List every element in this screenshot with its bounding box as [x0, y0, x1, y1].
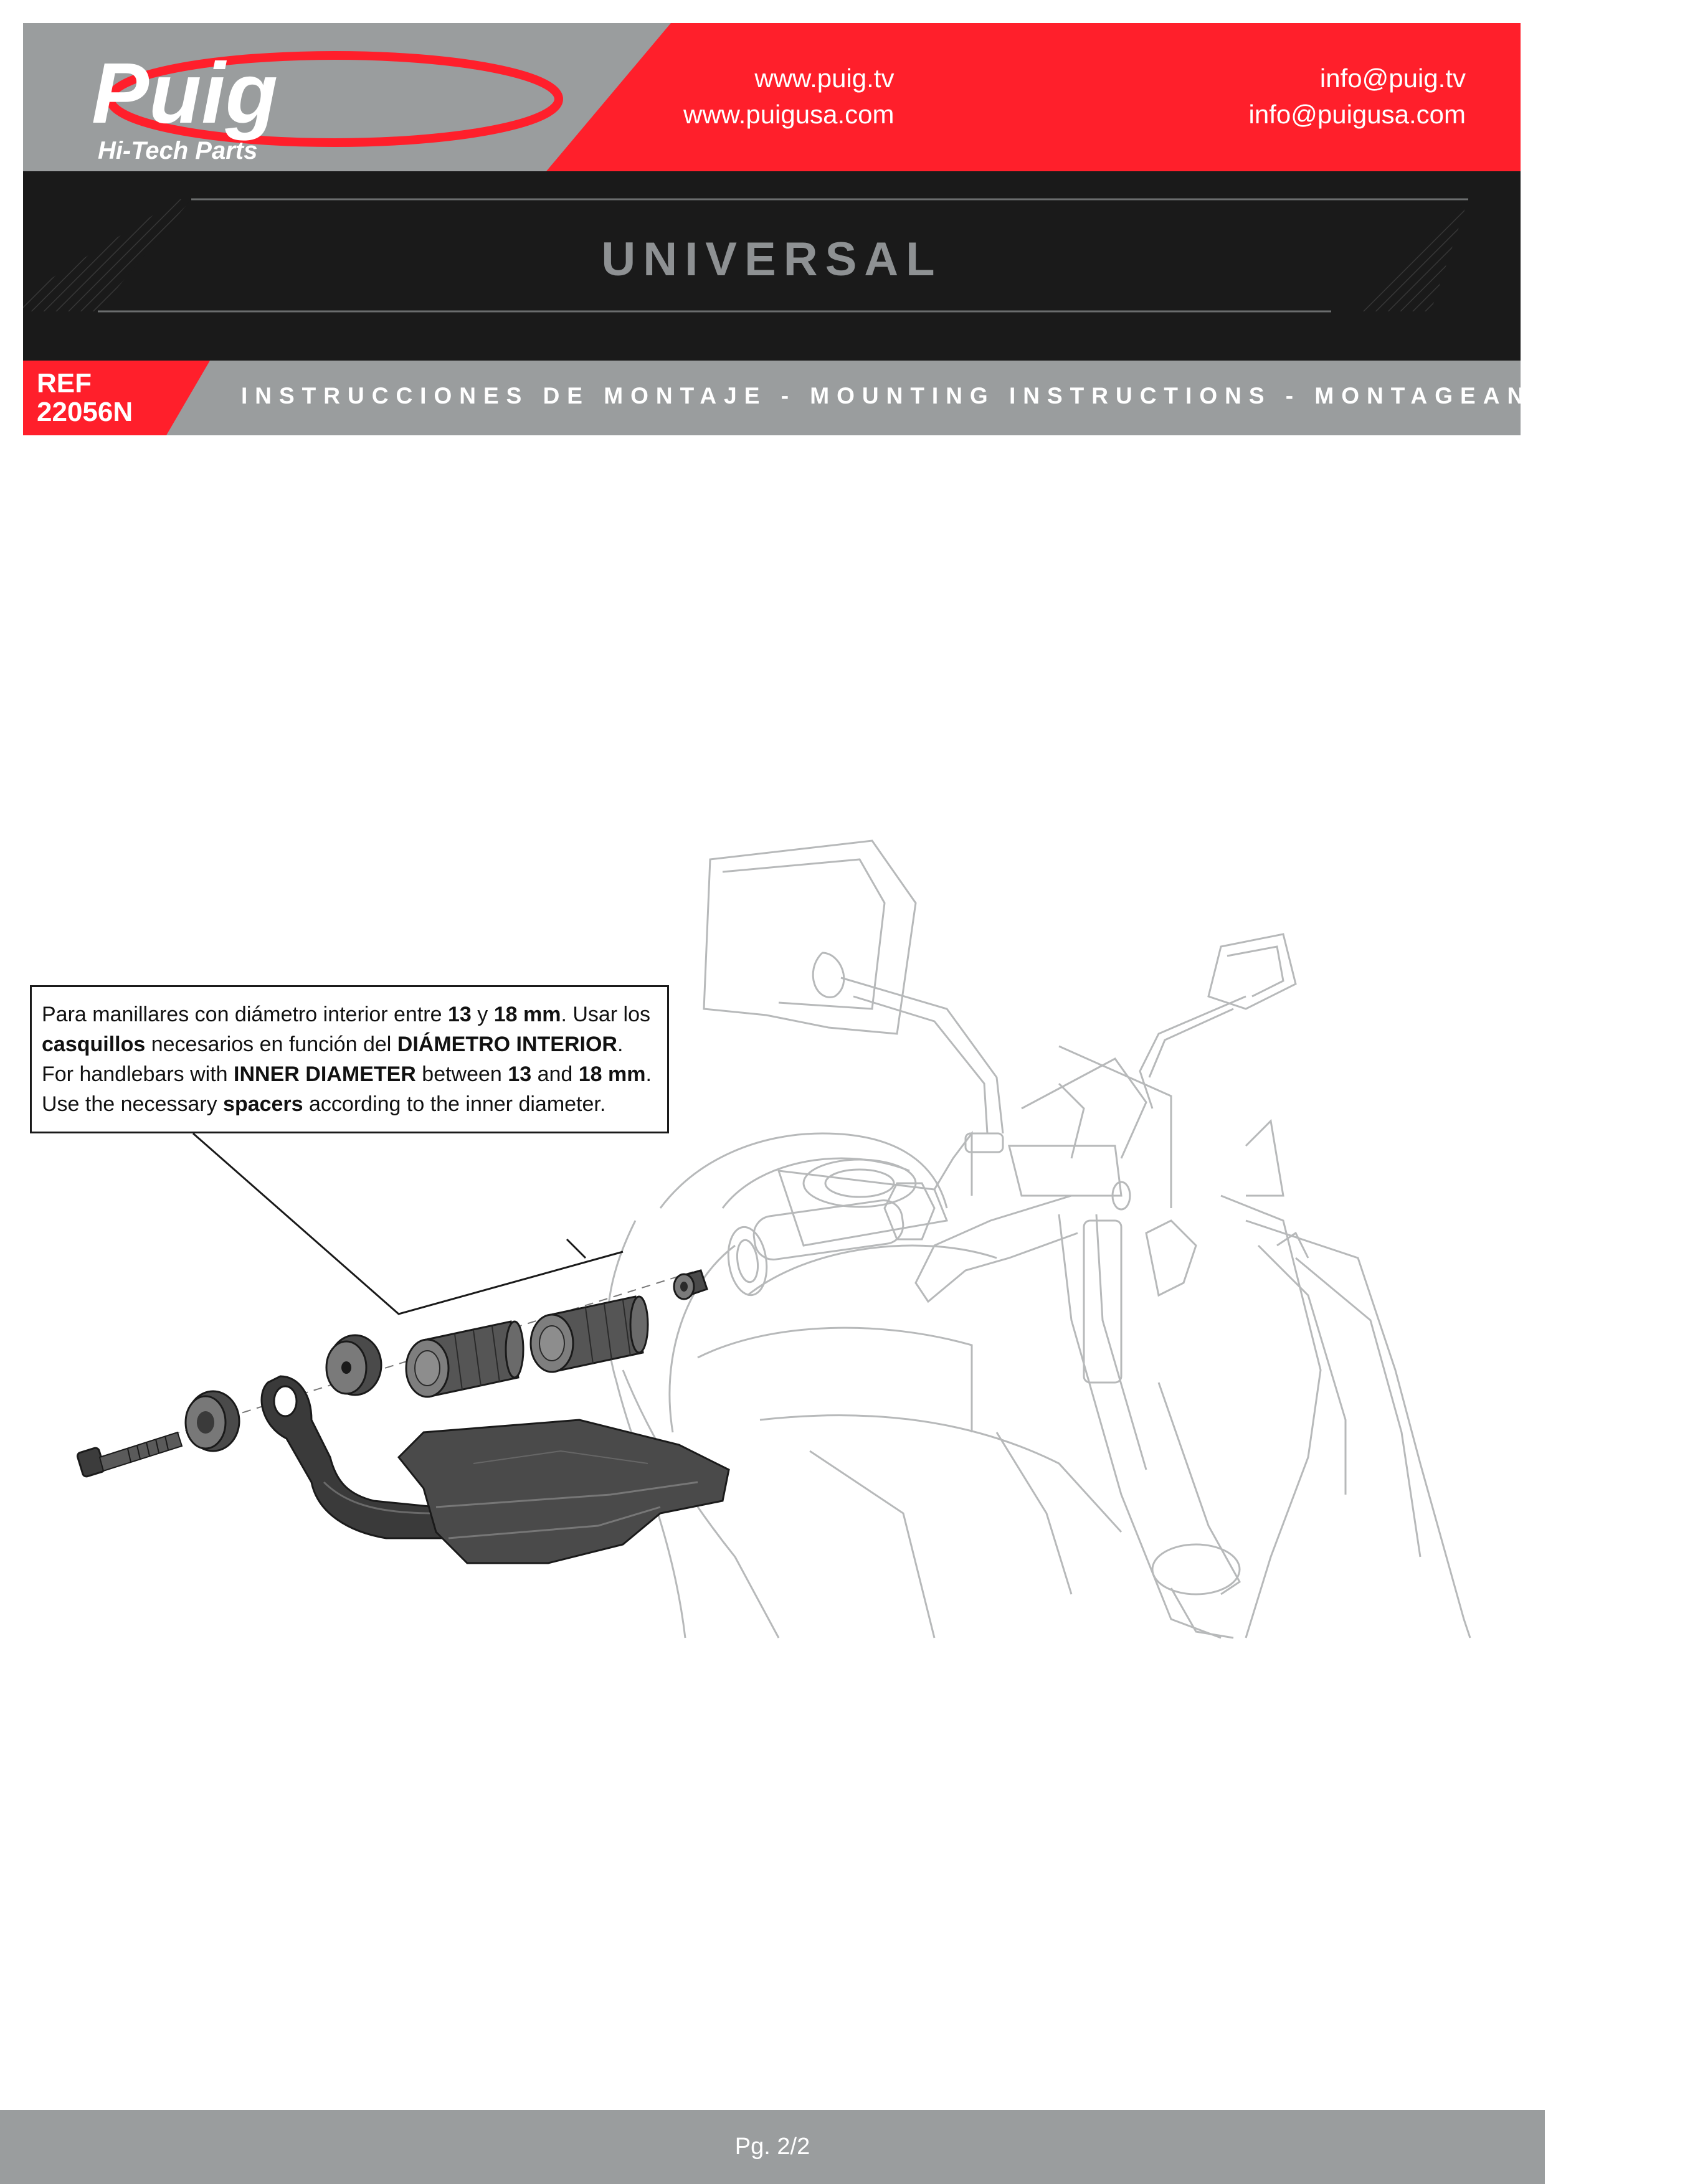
callout-bold-text: 13: [508, 1062, 532, 1086]
callout-text: Para manillares con diámetro interior entre: [42, 1003, 448, 1026]
callout-line-en-1: [42, 1059, 657, 1089]
callout-text: and: [531, 1062, 579, 1086]
insert-sleeve-icon: [531, 1297, 648, 1372]
website-link[interactable]: www.puig.tv: [754, 64, 895, 93]
spacer-washer-icon: [186, 1391, 239, 1451]
header-banner: [23, 23, 1521, 171]
callout-text: according to the inner diameter.: [303, 1092, 606, 1116]
page-title: UNIVERSAL: [601, 233, 942, 286]
callout-text: . Usar los: [561, 1003, 651, 1026]
email-links: [1249, 60, 1466, 133]
instruction-callout: [30, 985, 669, 1133]
footer-bar: [0, 2110, 1545, 2184]
email-link[interactable]: info@puig.tv: [1319, 64, 1466, 93]
callout-bold-text: DIÁMETRO INTERIOR: [397, 1033, 617, 1056]
email-link[interactable]: info@puigusa.com: [1248, 100, 1466, 129]
callout-line-es-2: [42, 1029, 657, 1059]
svg-text:Hi-Tech Parts: Hi-Tech Parts: [98, 137, 258, 164]
callout-bold-text: 18 mm: [493, 1003, 561, 1026]
callout-bold-text: 13: [447, 1003, 472, 1026]
callout-text: Use the necessary: [42, 1092, 224, 1116]
callout-bold-text: INNER DIAMETER: [234, 1062, 416, 1086]
callout-text: For handlebars with: [42, 1062, 234, 1086]
spacer-icon: [326, 1335, 381, 1395]
title-band: [23, 171, 1521, 361]
motorcycle-outline: [608, 841, 1470, 1638]
callout-line-en-2: [42, 1089, 657, 1119]
ref-band: [23, 361, 1685, 435]
callout-text: necesarios en función del: [145, 1033, 397, 1056]
insert-sleeve-icon: [406, 1321, 523, 1397]
mounting-instructions-title: INSTRUCCIONES DE MONTAJE - MOUNTING INSTRUCTIONS - MONTAGEANLEITUNG: [241, 383, 1685, 409]
callout-line-es-1: [42, 1000, 657, 1029]
callout-text: .: [617, 1033, 624, 1056]
bolt-icon: [77, 1432, 182, 1477]
callout-bold-text: 18 mm: [578, 1062, 646, 1086]
callout-text: y: [471, 1003, 494, 1026]
callout-bold-text: casquillos: [42, 1033, 146, 1056]
website-link[interactable]: www.puigusa.com: [683, 100, 895, 129]
ref-label: REF: [37, 368, 92, 399]
leader-line: [193, 1133, 623, 1314]
ref-number: 22056N: [37, 397, 133, 427]
callout-bold-text: spacers: [223, 1092, 303, 1116]
callout-text: between: [415, 1062, 508, 1086]
puig-logo: [67, 45, 577, 173]
callout-text: .: [645, 1062, 652, 1086]
ref-block: [37, 369, 133, 427]
website-links: [683, 60, 894, 133]
handguard-shell-icon: [399, 1420, 729, 1563]
assembly-drawing: [0, 810, 1545, 1669]
end-nut-icon: [674, 1270, 707, 1299]
page-number: Pg. 2/2: [734, 2134, 810, 2160]
svg-text:Puig: Puig: [92, 45, 278, 141]
